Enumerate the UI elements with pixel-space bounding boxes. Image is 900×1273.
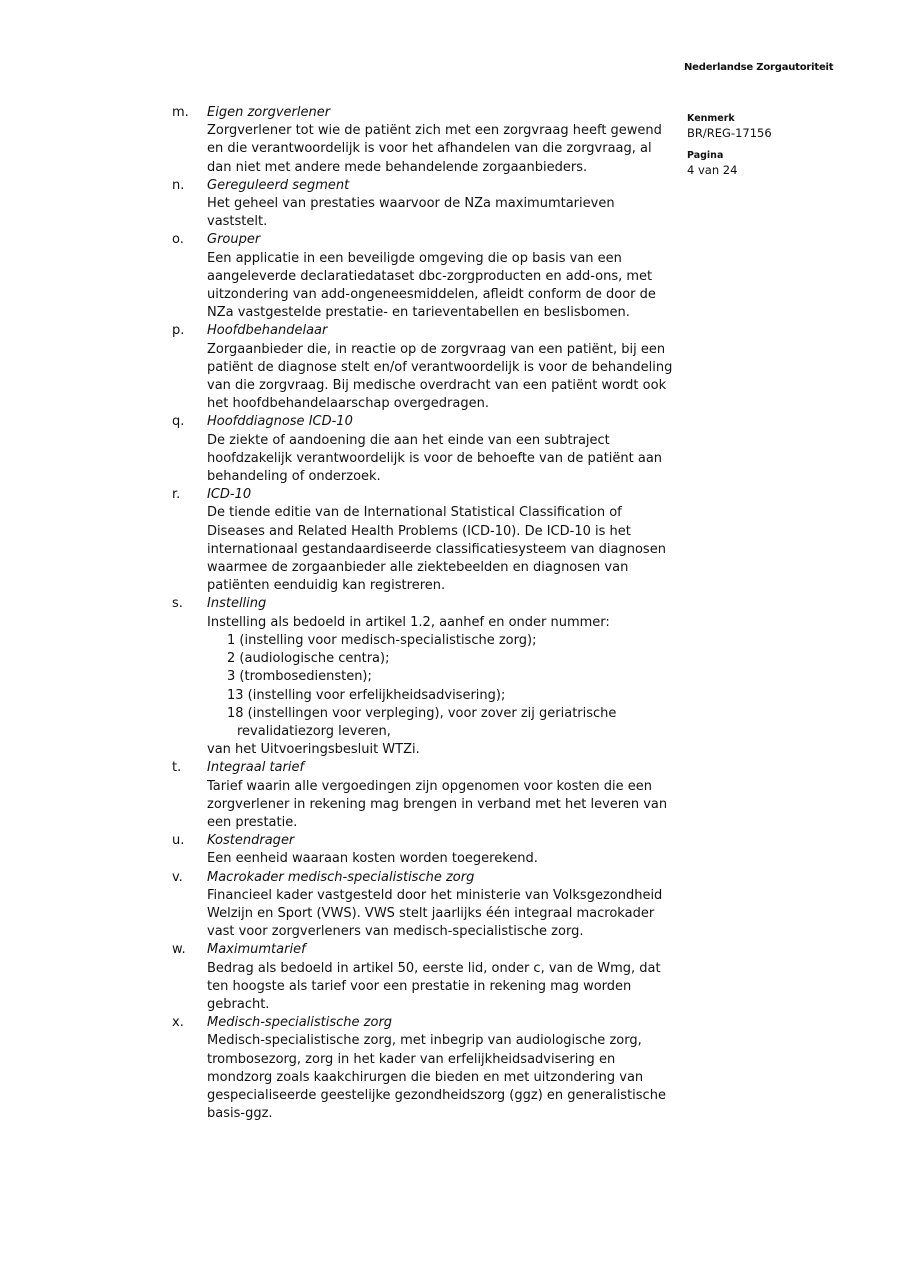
definition-body: Een eenheid waaraan kosten worden toegerekend. (207, 851, 538, 867)
definition-letter: m. (172, 105, 189, 120)
definition-body: De ziekte of aandoening die aan het einde van een subtraject hoofdzakelijk verantwoordelijk is voor de behoefte van de patiënt aan behandeling of onderzoek. (207, 432, 663, 485)
definition-term: Eigen zorgverlener (207, 105, 331, 120)
definition-letter: p. (172, 323, 185, 339)
definition-body: Het geheel van prestaties waarvoor de NZa maximumtarieven vaststelt. (207, 196, 615, 230)
definition-item (172, 869, 675, 942)
definition-letter: s. (172, 596, 183, 612)
definition-item (172, 595, 675, 759)
definition-content (207, 1014, 675, 1123)
pagina-label: Pagina (687, 150, 724, 161)
definition-item (172, 177, 675, 232)
definition-sub-item: 18 (instellingen voor verpleging), voor zover zij geriatrische revalidatiezorg leveren, (227, 705, 617, 739)
pagina-value: 4 van 24 (687, 163, 738, 177)
page-meta (687, 113, 867, 177)
org-logo-text: Nederlandse Zorgautoriteit (684, 62, 834, 73)
definition-item (172, 231, 675, 322)
definition-sub-list (207, 632, 675, 741)
definition-body: Medisch-specialistische zorg, met inbegrip van audiologische zorg, trombosezorg, zorg in het kader van erfelijkheidsadvisering en mondzorg zoals kaakchirurgen die bieden en met uitzondering van gespecialiseerde geestelijke gezondheidszorg (ggz) en generalistische basis-ggz. (207, 1033, 666, 1122)
definition-term: Hoofdbehandelaar (207, 323, 328, 339)
definition-term: Instelling (207, 596, 267, 612)
definition-body: Zorgaanbieder die, in reactie op de zorgvraag van een patiënt, bij een patiënt de diagnose stelt en/of verantwoordelijk is voor de behandeling van die zorgvraag. Bij medische overdracht van een patiënt wordt ook het hoofdbehandelaarschap overgedragen. (207, 341, 673, 412)
definition-content (207, 413, 675, 486)
definition-sub-item: 3 (trombosediensten); (227, 669, 372, 685)
definition-item (172, 941, 675, 1014)
definition-item (172, 1014, 675, 1123)
definition-term: Integraal tarief (207, 760, 305, 776)
definition-letter: o. (172, 232, 184, 248)
definition-letter: q. (172, 414, 185, 430)
definition-content (207, 869, 675, 942)
definition-term: Maximumtarief (207, 942, 306, 958)
kenmerk-label: Kenmerk (687, 113, 735, 124)
definition-content (207, 595, 675, 759)
definition-term: Kostendrager (207, 833, 295, 849)
definition-body: Een applicatie in een beveiligde omgeving die op basis van een aangeleverde declaratiedataset dbc-zorgproducten en add-ons, met uitzondering van add-ongeneesmiddelen, afleidt conform de door de NZa vastgestelde prestatie- en tarieventabellen en beslisbomen. (207, 250, 656, 321)
definition-content (207, 322, 675, 413)
definition-body: De tiende editie van de International Statistical Classification of Diseases and Related Health Problems (ICD-10). De ICD-10 is het internationaal gestandaardiseerde classificatiesysteem van diagnosen waarmee de zorgaanbieder alle ziektebeelden en diagnosen van patiënten eenduidig kan registreren. (207, 505, 666, 594)
definition-sub-item: 13 (instelling voor erfelijkheidsadvisering); (227, 687, 506, 703)
definition-letter: u. (172, 833, 185, 849)
definition-letter: w. (172, 942, 186, 958)
definition-letter: r. (172, 487, 181, 503)
definition-content (207, 759, 675, 832)
definition-letter: v. (172, 869, 183, 885)
kenmerk-value: BR/REG-17156 (687, 126, 772, 140)
definition-item (172, 759, 675, 832)
definition-body: Zorgverlener tot wie de patiënt zich met een zorgvraag heeft gewend en die verantwoordelijk is voor het afhandelen van die zorgvraag, al dan niet met andere mede behandelende zorgaanbieders. (207, 123, 662, 175)
definition-list (172, 104, 675, 1123)
definition-content (207, 231, 675, 322)
definition-item (172, 832, 675, 868)
definition-body: Tarief waarin alle vergoedingen zijn opgenomen voor kosten die een zorgverlener in rekening mag brengen in verband met het leveren van een prestatie. (207, 778, 668, 830)
definition-body: Financieel kader vastgesteld door het ministerie van Volksgezondheid Welzijn en Sport (VWS). VWS stelt jaarlijks één integraal macrokader vast voor zorgverleners van medisch-specialistische zorg. (207, 887, 663, 940)
definition-body: Bedrag als bedoeld in artikel 50, eerste lid, onder c, van de Wmg, dat ten hoogste als tarief voor een prestatie in rekening mag worden gebracht. (207, 960, 661, 1012)
definition-content (207, 832, 675, 868)
definition-letter: t. (172, 760, 182, 776)
definition-item (172, 413, 675, 486)
definition-content (207, 486, 675, 595)
definition-sub-item: 1 (instelling voor medisch-specialistische zorg); (227, 632, 537, 648)
definition-body: Instelling als bedoeld in artikel 1.2, aanhef en onder nummer: (207, 614, 610, 630)
definition-letter: n. (172, 177, 185, 193)
definition-letter: x. (172, 1015, 184, 1031)
definition-content (207, 941, 675, 1014)
definition-item (172, 322, 675, 413)
definition-item (172, 104, 675, 177)
definition-content (207, 104, 675, 177)
definition-item (172, 486, 675, 595)
definition-sub-item: 2 (audiologische centra); (227, 651, 390, 667)
definition-content (207, 177, 675, 232)
definition-term: Grouper (207, 232, 261, 248)
definition-term: Medisch-specialistische zorg (207, 1015, 393, 1031)
definition-term: Macrokader medisch-specialistische zorg (207, 869, 475, 885)
definition-term: Gereguleerd segment (207, 177, 350, 193)
definition-term: ICD-10 (207, 487, 252, 503)
definition-outro: van het Uitvoeringsbesluit WTZi. (207, 742, 420, 758)
definition-term: Hoofddiagnose ICD-10 (207, 414, 353, 430)
